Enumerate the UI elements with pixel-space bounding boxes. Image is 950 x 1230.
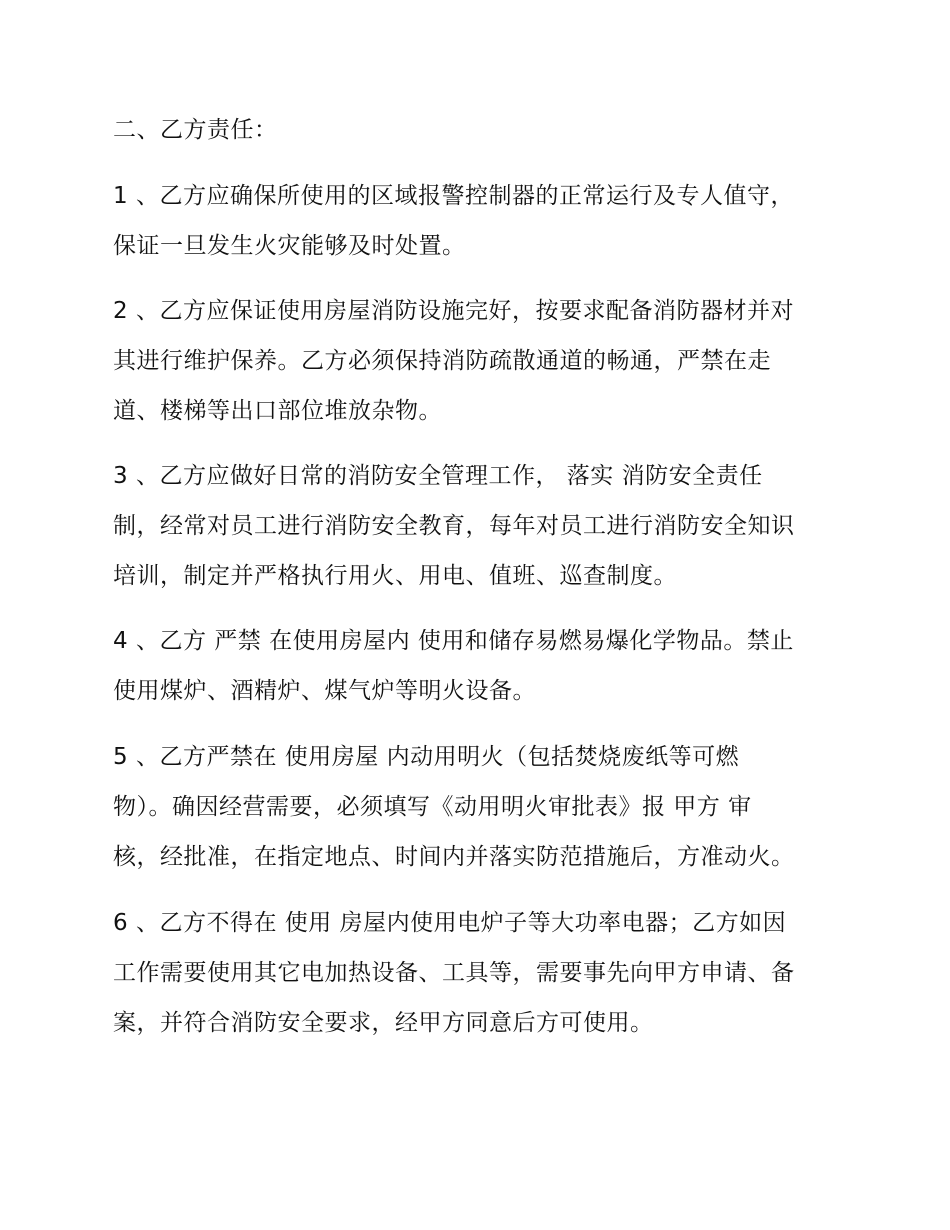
clause-5-line-1: 5 、乙方严禁在 使用房屋 内动用明火（包括焚烧废纸等可燃	[113, 744, 740, 770]
clause-4-line-1: 4 、乙方 严禁 在使用房屋内 使用和储存易燃易爆化学物品。禁止	[113, 628, 794, 654]
clause-2-line-3: 道、楼梯等出口部位堆放杂物。	[113, 398, 442, 424]
clause-2-line-2: 其进行维护保养。乙方必须保持消防疏散通道的畅通，严禁在走	[113, 348, 771, 374]
clause-6-line-1: 6 、乙方不得在 使用 房屋内使用电炉子等大功率电器；乙方如因	[113, 910, 787, 936]
clause-1-line-1: 1 、乙方应确保所使用的区域报警控制器的正常运行及专人值守，	[113, 183, 794, 209]
clause-5-line-3: 核，经批准，在指定地点、时间内并落实防范措施后，方准动火。	[113, 844, 795, 870]
clause-3-line-1: 3 、乙方应做好日常的消防安全管理工作， 落实 消防安全责任	[113, 463, 763, 489]
clause-6-line-2: 工作需要使用其它电加热设备、工具等，需要事先向甲方申请、备	[113, 960, 795, 986]
clause-3-line-2: 制，经常对员工进行消防安全教育，每年对员工进行消防安全知识	[113, 513, 795, 539]
clause-1-line-2: 保证一旦发生火灾能够及时处置。	[113, 233, 466, 259]
clause-5-line-2: 物）。确因经营需要，必须填写《动用明火审批表》报 甲方 审	[113, 794, 752, 820]
clause-3-line-3: 培训，制定并严格执行用火、用电、值班、巡查制度。	[113, 563, 677, 589]
clause-6-line-3: 案，并符合消防安全要求，经甲方同意后方可使用。	[113, 1010, 654, 1036]
section-heading: 二、乙方责任：	[113, 117, 278, 143]
clause-4-line-2: 使用煤炉、酒精炉、煤气炉等明火设备。	[113, 678, 536, 704]
clause-2-line-1: 2 、乙方应保证使用房屋消防设施完好，按要求配备消防器材并对	[113, 298, 794, 324]
